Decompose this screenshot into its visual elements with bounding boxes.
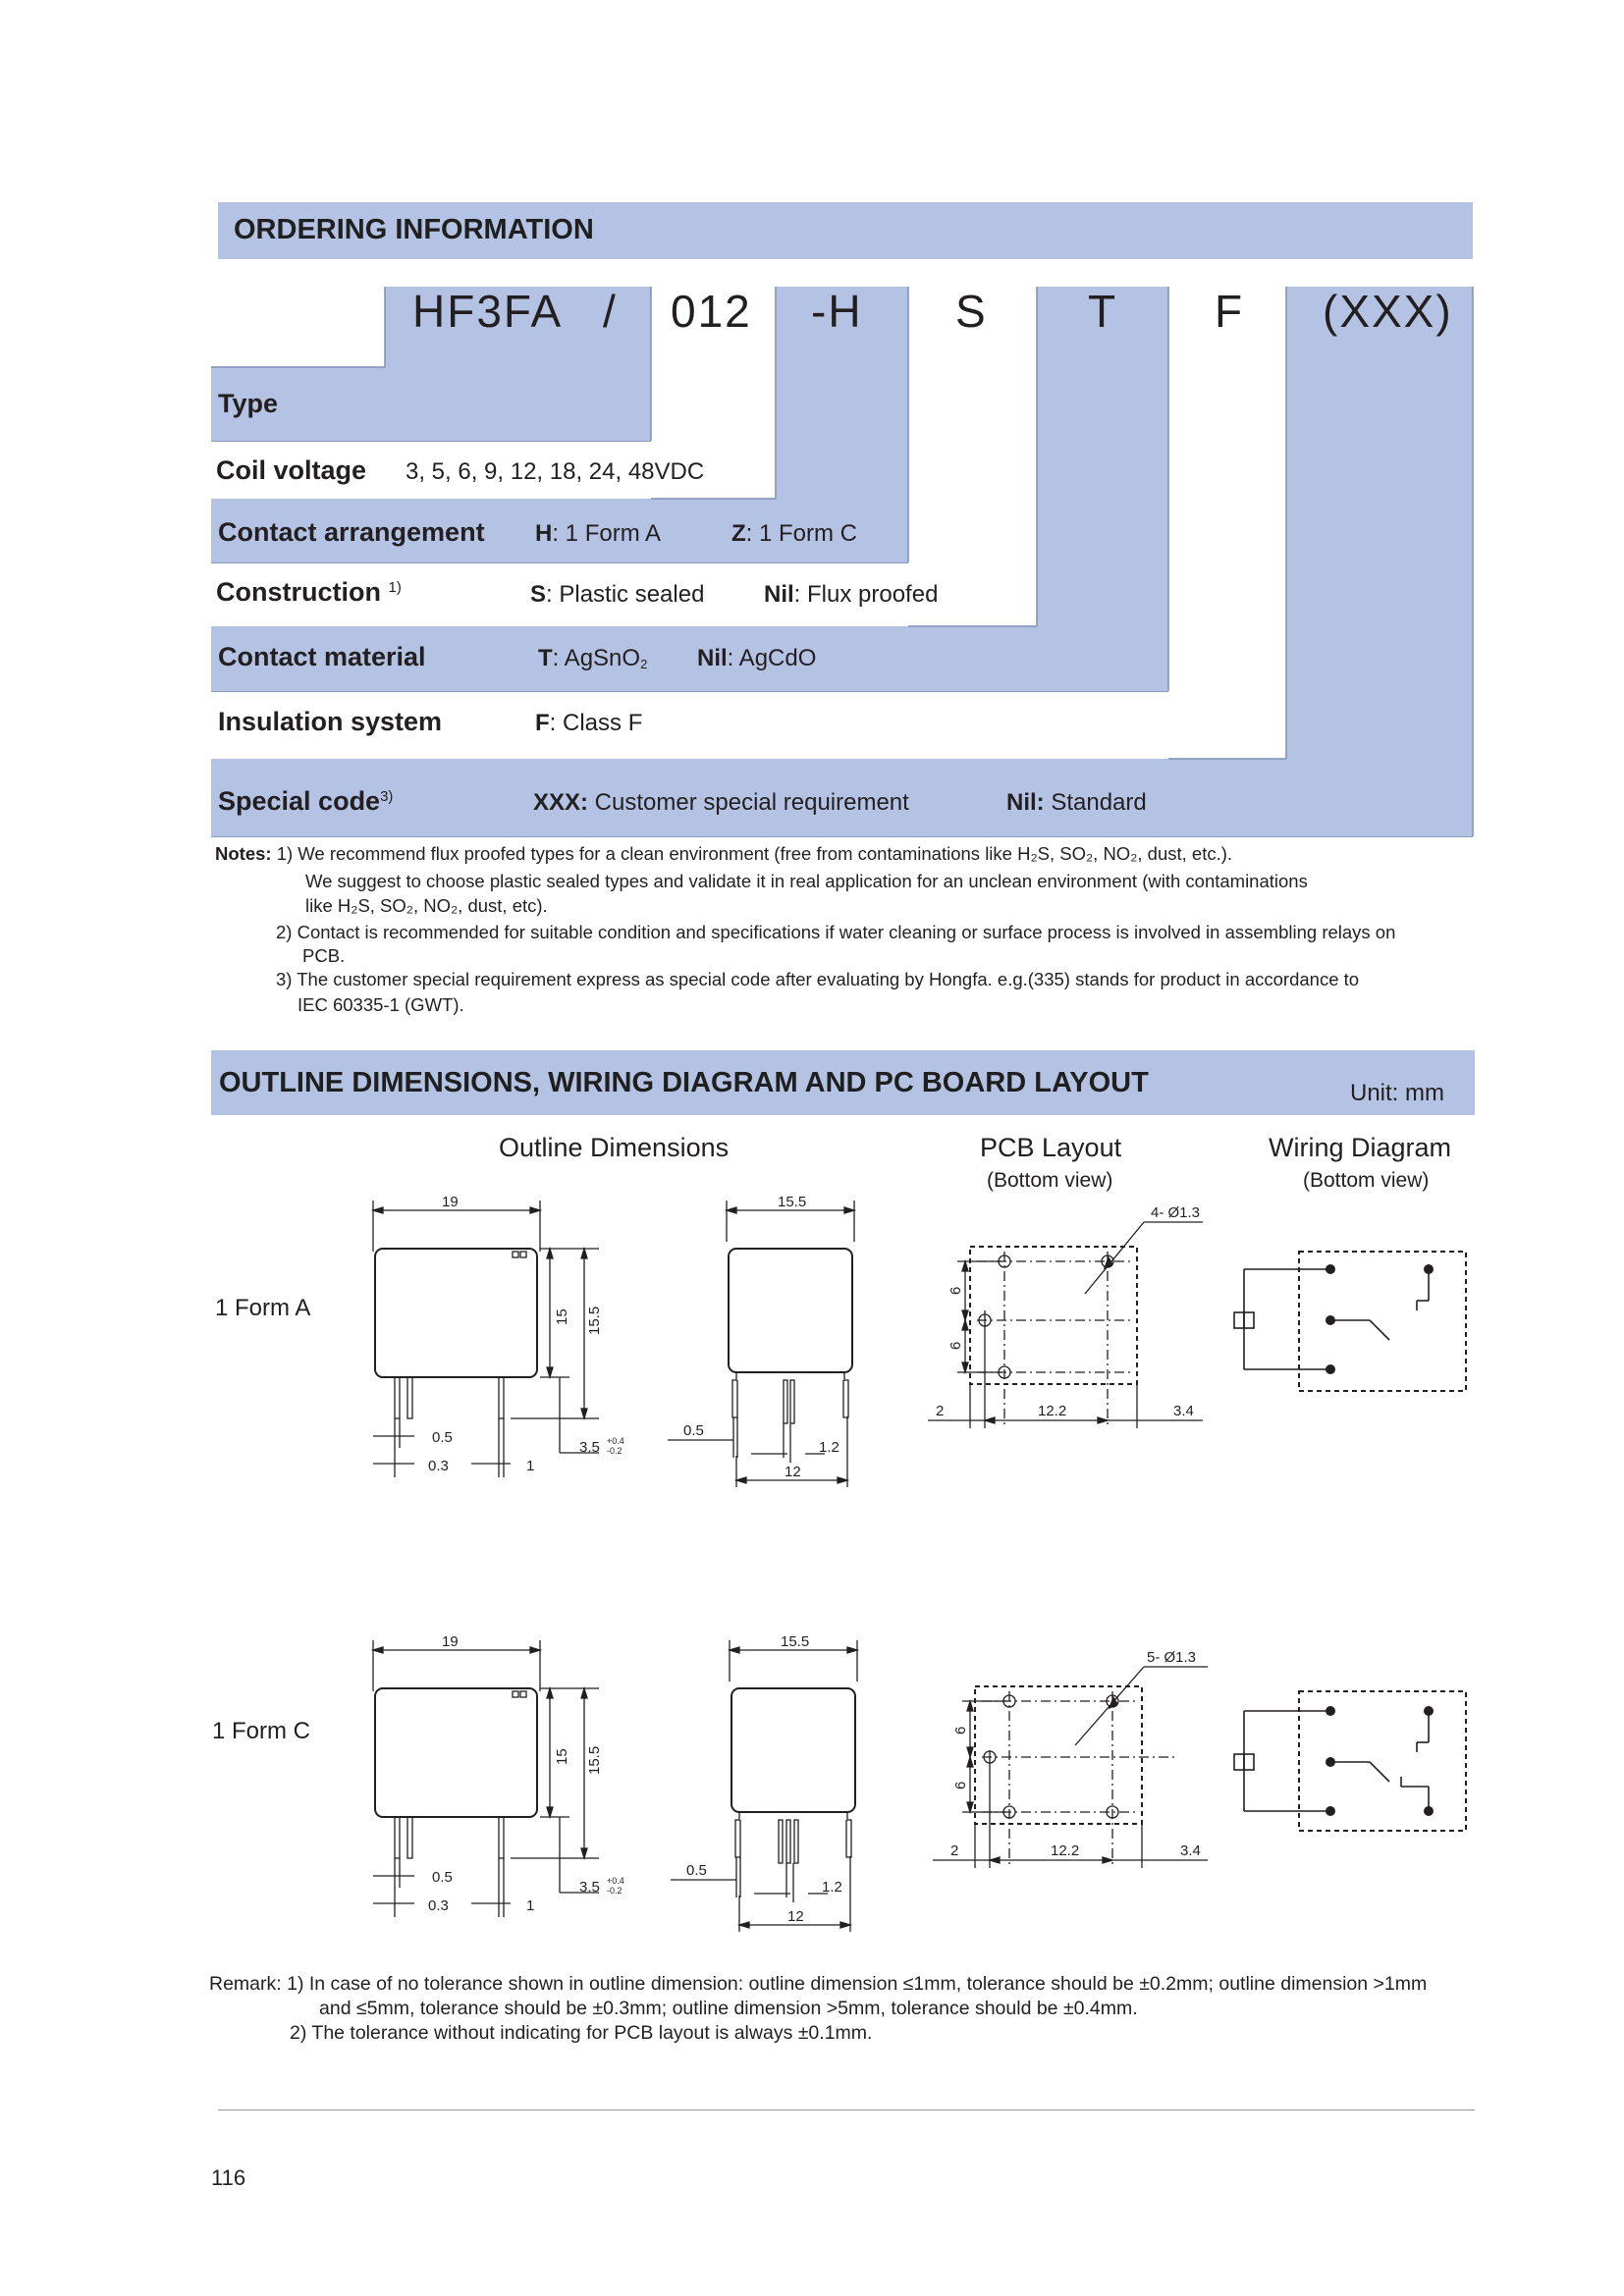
form-a-label: 1 Form A: [215, 1295, 311, 1321]
svg-text:0.5: 0.5: [683, 1422, 704, 1439]
form-a-side-view: [668, 1193, 874, 1497]
insulation-system-label: Insulation system: [218, 707, 443, 736]
coil-voltage-label: Coil voltage: [216, 455, 367, 485]
coil-voltage-value: 3, 5, 6, 9, 12, 18, 24, 48VDC: [406, 458, 705, 485]
outline-section-title: OUTLINE DIMENSIONS, WIRING DIAGRAM AND PC BOARD LAYOUT: [219, 1067, 1149, 1098]
svg-text:15: 15: [554, 1748, 570, 1765]
svg-text:6: 6: [947, 1341, 964, 1350]
notes-line-3: like H₂S, SO₂, NO₂, dust, etc).: [305, 895, 548, 916]
svg-text:1: 1: [526, 1897, 535, 1914]
svg-text:6: 6: [952, 1726, 969, 1735]
svg-text:15.5: 15.5: [586, 1306, 603, 1335]
code-part-arrangement: -H: [811, 286, 863, 337]
contact-arrangement-label: Contact arrangement: [218, 517, 485, 547]
ordering-stair-lines: [0, 0, 1624, 883]
form-c-pcb-layout: [913, 1632, 1237, 1888]
code-part-series: HF3FA: [412, 286, 564, 337]
svg-text:15.5: 15.5: [781, 1633, 810, 1650]
svg-text:19: 19: [442, 1194, 459, 1210]
form-a-pcb-layout: [908, 1193, 1232, 1448]
construction-label: Construction $^{1)}$: [216, 577, 402, 607]
footer-rule: [218, 2109, 1475, 2110]
svg-text:12: 12: [787, 1908, 804, 1925]
notes-line-4: 2) Contact is recommended for suitable condition and specifications if water cleaning or surface process is involved in assembling relays on: [276, 922, 1396, 942]
code-part-special: (XXX): [1323, 286, 1453, 337]
svg-text:15: 15: [554, 1308, 570, 1325]
svg-text:3.4: 3.4: [1180, 1842, 1201, 1859]
svg-text:0.5: 0.5: [432, 1429, 453, 1446]
contact-material-label: Contact material: [218, 642, 426, 671]
contact-material-option-t: T: AgSnO$_2$: [538, 645, 648, 671]
code-part-slash: /: [603, 286, 618, 337]
svg-text:1.2: 1.2: [822, 1879, 842, 1896]
code-part-voltage: 012: [671, 286, 752, 337]
svg-text:19: 19: [442, 1633, 459, 1650]
svg-text:12.2: 12.2: [1051, 1842, 1080, 1859]
special-code-label: Special code$^{3)}$: [218, 786, 394, 816]
svg-text:4- Ø1.3: 4- Ø1.3: [1151, 1204, 1201, 1221]
svg-text:3.4: 3.4: [1173, 1403, 1194, 1419]
ordering-section-title: ORDERING INFORMATION: [234, 214, 594, 245]
svg-text:15.5: 15.5: [778, 1194, 807, 1210]
form-c-side-view: [671, 1632, 877, 1947]
code-part-construction: S: [955, 286, 988, 337]
svg-text:-0.2: -0.2: [607, 1886, 623, 1896]
svg-text:3.5: 3.5: [579, 1439, 600, 1456]
construction-option-s: S: Plastic sealed: [530, 581, 705, 608]
code-part-insulation: F: [1215, 286, 1245, 337]
notes-line-2: We suggest to choose plastic sealed types and validate it in real application for an unclean environment (with contaminations: [305, 871, 1308, 891]
form-c-front-view: [353, 1632, 638, 1927]
notes-line-6: 3) The customer special requirement express as special code after evaluating by Hongfa. e.g.(335) stands for product in accordance to: [276, 969, 1360, 989]
svg-text:+0.4: +0.4: [607, 1436, 624, 1446]
svg-text:15.5: 15.5: [586, 1745, 603, 1775]
col-wiring-title: Wiring Diagram: [1269, 1133, 1452, 1162]
svg-text:1: 1: [526, 1458, 535, 1474]
remark-line-2: and ≤5mm, tolerance should be ±0.3mm; outline dimension >5mm, tolerance should be ±0.4mm.: [319, 1998, 1138, 2019]
special-code-option-xxx: XXX: Customer special requirement: [533, 789, 909, 816]
remark-line-1: Remark: 1) In case of no tolerance shown in outline dimension: outline dimension ≤1mm, tolerance should be ±0.2mm; outline dimension >1mm: [209, 1973, 1428, 1995]
svg-text:0.3: 0.3: [428, 1897, 449, 1914]
col-pcb-title: PCB Layout: [980, 1133, 1122, 1162]
contact-arrangement-option-h: H: 1 Form A: [535, 520, 662, 547]
notes-line-1: Notes: 1) We recommend flux proofed types for a clean environment (free from contaminations like H₂S, SO₂, NO₂, dust, etc.).: [215, 843, 1233, 864]
contact-material-option-nil: Nil: AgCdO: [697, 645, 817, 671]
svg-text:0.3: 0.3: [428, 1458, 449, 1474]
col-pcb-subtitle: (Bottom view): [987, 1169, 1113, 1192]
svg-text:0.5: 0.5: [686, 1862, 707, 1879]
form-c-label: 1 Form C: [212, 1718, 311, 1744]
form-a-wiring-diagram: [1232, 1242, 1473, 1404]
svg-text:2: 2: [936, 1403, 945, 1419]
svg-text:6: 6: [952, 1781, 969, 1789]
svg-text:5- Ø1.3: 5- Ø1.3: [1147, 1649, 1197, 1666]
type-label: Type: [218, 389, 279, 418]
special-code-option-nil: Nil: Standard: [1006, 789, 1147, 816]
page-number: 116: [211, 2165, 246, 2190]
insulation-system-option-f: F: Class F: [535, 710, 643, 736]
svg-text:0.5: 0.5: [432, 1869, 453, 1886]
svg-text:3.5: 3.5: [579, 1879, 600, 1896]
svg-text:1.2: 1.2: [819, 1439, 839, 1456]
unit-label: Unit: mm: [1350, 1080, 1444, 1106]
svg-text:12.2: 12.2: [1038, 1403, 1067, 1419]
svg-text:+0.4: +0.4: [607, 1876, 624, 1886]
svg-text:2: 2: [950, 1842, 959, 1859]
svg-text:-0.2: -0.2: [607, 1446, 623, 1456]
construction-option-nil: Nil: Flux proofed: [764, 581, 939, 608]
form-c-wiring-diagram: [1232, 1683, 1473, 1845]
contact-arrangement-option-z: Z: 1 Form C: [731, 520, 858, 547]
code-part-material: T: [1088, 286, 1118, 337]
remark-line-3: 2) The tolerance without indicating for PCB layout is always ±0.1mm.: [290, 2022, 873, 2044]
form-a-front-view: [353, 1193, 638, 1487]
svg-text:6: 6: [947, 1286, 964, 1295]
col-outline-title: Outline Dimensions: [499, 1133, 730, 1162]
notes-line-7: IEC 60335-1 (GWT).: [298, 994, 464, 1015]
svg-text:12: 12: [785, 1464, 801, 1480]
notes-line-5: PCB.: [302, 945, 346, 966]
col-wiring-subtitle: (Bottom view): [1303, 1169, 1430, 1192]
